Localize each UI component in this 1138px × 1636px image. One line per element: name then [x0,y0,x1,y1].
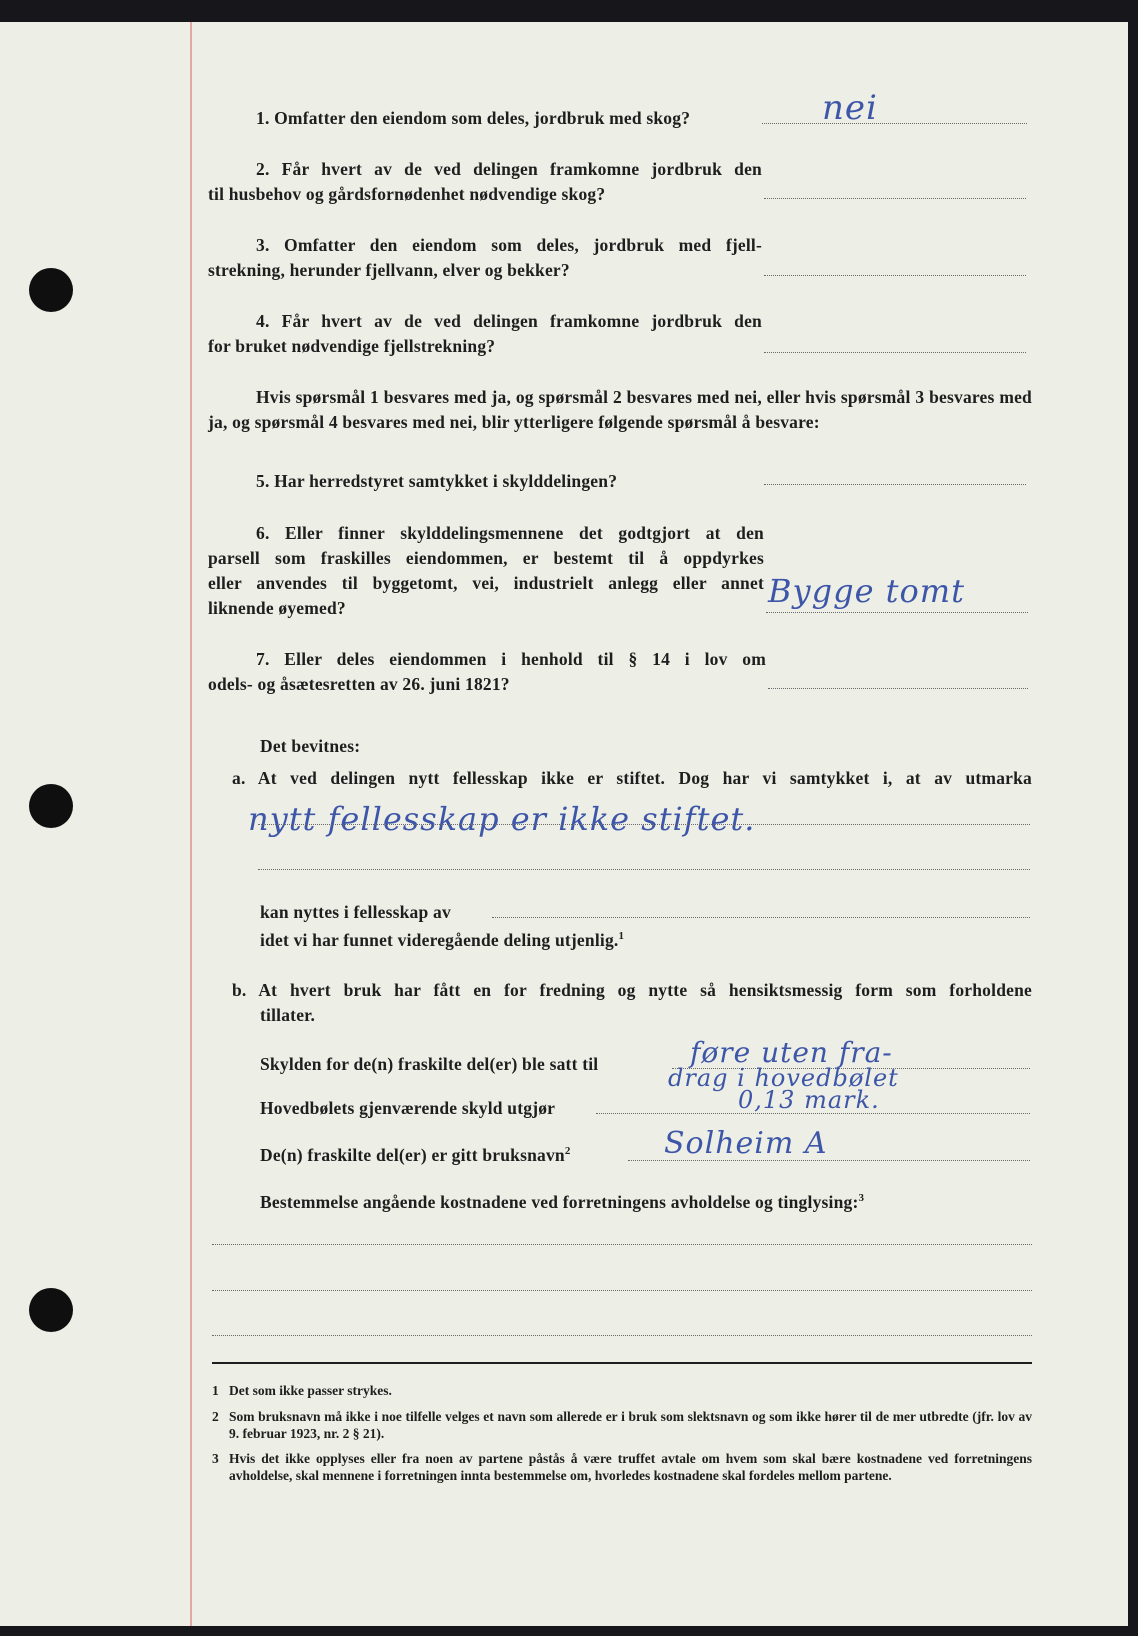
bruksnavn-label [260,1143,571,1168]
testimony-a-text: a. At ved delingen nytt fellesskap ikke er stiftet. Dog har vi samtykket i, at av utmarka [232,768,1032,788]
testimony-heading: Det bevitnes: [260,736,361,756]
answer-line-1[interactable] [762,123,1027,124]
footnote-1-text: Det som ikke passer strykes. [229,1383,392,1398]
footnote-divider [212,1362,1032,1364]
question-5: 5. Har herredstyret samtykket i skylddelingen? [256,471,618,491]
kostnad-line-3[interactable] [212,1335,1032,1336]
answer-line-7[interactable] [768,688,1028,689]
footnote-3 [212,1450,1032,1501]
footnote-ref-1: 1 [618,930,625,943]
footnote-1-number: 1 [212,1383,219,1398]
punch-hole [29,268,73,312]
question-4-line-1: 4. Får hvert av de ved delingen framkomne jordbruk den [256,311,762,331]
answer-line-4[interactable] [764,352,1026,353]
found-text-main: idet vi har funnet videregående deling utjenlig. [260,930,619,950]
testimony-b-line-1: b. At hvert bruk har fått en for fredning og nytte så hensiktsmessig form som forholdene [232,980,1032,1000]
question-3-line-2: strekning, herunder fjellvann, elver og bekker? [208,260,570,280]
bruksnavn-label-main: De(n) fraskilte del(er) er gitt bruksnavn [260,1145,565,1165]
answer-line-3[interactable] [764,275,1026,276]
footnote-3-number: 3 [212,1451,219,1466]
footnote-2-text: Som bruksnavn må ikke i noe tilfelle velges et navn som allerede er i bruk som slektsnavn og som ikke hører til de mer utbredte (jfr. lov av 9. februar 1923, nr. 2 § 21). [229,1409,1032,1441]
skyld-label: Skylden for de(n) fraskilte del(er) ble satt til [260,1054,599,1074]
question-1: 1. Omfatter den eiendom som deles, jordbruk med skog? [256,108,691,128]
margin-line [190,22,192,1626]
answer-line-2[interactable] [764,198,1026,199]
question-6-line-3: eller anvendes til byggetomt, vei, industrielt anlegg eller annet [208,573,764,593]
question-6-line-4: liknende øyemed? [208,598,346,618]
found-text [260,928,624,953]
question-2-line-2: til husbehov og gårdsfornødenhet nødvendige skog? [208,184,606,204]
question-6-line-1: 6. Eller finner skylddelingsmennene det godtgjort at den [256,523,764,543]
skyld-handwritten-3: 0,13 mark. [738,1086,880,1114]
used-jointly-label: kan nyttes i fellesskap av [260,902,451,922]
footnote-ref-3: 3 [858,1192,865,1205]
question-2-line-1: 2. Får hvert av de ved delingen framkomne jordbruk den [256,159,762,179]
form-page [0,22,1128,1626]
kostnad-label-main: Bestemmelse angående kostnadene ved forretningens avholdelse og tinglysing: [260,1192,859,1212]
bruksnavn-handwritten: Solheim A [664,1126,828,1161]
footnote-2-number: 2 [212,1409,219,1424]
punch-hole [29,784,73,828]
instruction-paragraph: Hvis spørsmål 1 besvares med ja, og spørsmål 2 besvares med nei, eller hvis spørsmål 3 besvares med ja, og spørsmål 4 besvares med nei, blir ytterligere følgende spørsmål å besvare: [208,387,1032,432]
answer-line-5[interactable] [764,484,1026,485]
punch-hole [29,1288,73,1332]
testimony-b-line-2: tillater. [260,1005,316,1025]
hovedbol-label: Hovedbølets gjenværende skyld utgjør [260,1098,556,1118]
question-4-line-2: for bruket nødvendige fjellstrekning? [208,336,496,356]
answer-1-handwritten: nei [822,88,878,128]
skyld-handwritten-2: drag i hovedbølet [668,1064,899,1092]
question-7-line-1: 7. Eller deles eiendommen i henhold til § 14 i lov om [256,649,766,669]
answer-line-6[interactable] [766,612,1028,613]
question-7-line-2: odels- og åsætesretten av 26. juni 1821? [208,674,510,694]
kostnad-line-1[interactable] [212,1244,1032,1245]
question-6-line-2: parsell som fraskilles eiendommen, er bestemt til å oppdyrkes [208,548,764,568]
footnote-3-text: Hvis det ikke opplyses eller fra noen av partene påstås å være truffet avtale om hvem som skal bære kostnadene ved forretningens avholdelse, skal mennene i forretningen innta bestemmelse om, hvorledes kostnadene skal fordeles mellom partene. [229,1451,1032,1483]
testimony-a-handwritten: nytt fellesskap er ikke stiftet. [248,800,756,838]
question-3-line-1: 3. Omfatter den eiendom som deles, jordbruk med fjell- [256,235,762,255]
testimony-a-line-1[interactable] [258,824,1030,825]
testimony-a-line-2[interactable] [258,869,1030,870]
skyld-handwritten-1: føre uten fra- [690,1036,893,1069]
kostnad-label [260,1190,864,1215]
footnote-2 [212,1408,1032,1442]
footnote-1 [212,1382,1032,1399]
footnote-ref-2: 2 [564,1145,571,1158]
used-jointly-line[interactable] [492,917,1030,918]
answer-6-handwritten: Bygge tomt [768,572,965,610]
kostnad-line-2[interactable] [212,1290,1032,1291]
